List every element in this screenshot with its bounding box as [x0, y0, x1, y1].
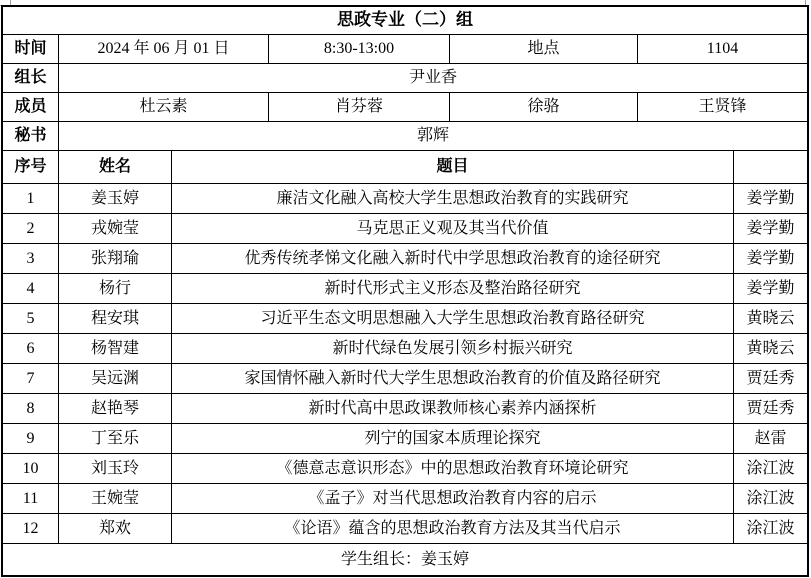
member-name: 肖芬蓉 — [269, 93, 450, 121]
topic-cell: 《论语》蕴含的思想政治教育方法及其当代启示 — [172, 514, 734, 543]
student-name-cell: 吴远渊 — [59, 364, 172, 393]
row-index-cell: 2 — [3, 214, 59, 243]
topic-cell: 马克思正义观及其当代价值 — [172, 214, 734, 243]
row-index-cell: 10 — [3, 454, 59, 483]
time-label: 时间 — [3, 35, 59, 63]
table-row — [3, 304, 807, 334]
advisor-cell: 贾廷秀 — [746, 369, 795, 387]
date-value: 2024 年 06 月 01 日 — [59, 35, 269, 63]
header-name: 姓名 — [59, 151, 172, 183]
topic-cell: 列宁的国家本质理论探究 — [172, 424, 734, 453]
topic-cell: 新时代绿色发展引领乡村振兴研究 — [172, 334, 734, 363]
topic-cell: 新时代高中思政课教师核心素养内涵探析 — [172, 394, 734, 423]
student-name-cell: 刘玉玲 — [59, 454, 172, 483]
table-row — [3, 244, 807, 274]
topic-cell: 廉洁文化融入高校大学生思想政治教育的实践研究 — [172, 184, 734, 213]
members-label: 成员 — [3, 93, 59, 121]
student-name-cell: 丁至乐 — [59, 424, 172, 453]
time-location-row — [3, 35, 807, 64]
student-leader-text: 学生组长：姜玉婷 — [340, 550, 469, 568]
row-index-cell: 9 — [3, 424, 59, 453]
table-row — [3, 424, 807, 454]
members-row — [3, 93, 807, 122]
member-name: 王贤锋 — [698, 98, 747, 116]
header-index: 序号 — [3, 151, 59, 183]
topic-cell: 《德意志意识形态》中的思想政治教育环境论研究 — [172, 454, 734, 483]
advisor-cell: 姜学勤 — [746, 219, 795, 237]
student-name-cell: 杨智建 — [59, 334, 172, 363]
table-row — [3, 454, 807, 484]
page-title: 思政专业（二）组 — [337, 10, 473, 30]
location-value: 1104 — [706, 40, 739, 58]
advisor-cell: 姜学勤 — [746, 249, 795, 267]
row-index-cell: 12 — [3, 514, 59, 543]
leader-label: 组长 — [3, 64, 59, 92]
row-index-cell: 6 — [3, 334, 59, 363]
row-index-cell: 11 — [3, 484, 59, 513]
secretary-label: 秘书 — [3, 122, 59, 150]
student-name-cell: 姜玉婷 — [59, 184, 172, 213]
time-range-value: 8:30-13:00 — [269, 35, 450, 63]
location-label: 地点 — [450, 35, 638, 63]
row-index-cell: 7 — [3, 364, 59, 393]
member-name: 杜云素 — [59, 93, 269, 121]
topic-cell: 习近平生态文明思想融入大学生思想政治教育路径研究 — [172, 304, 734, 333]
leader-row — [3, 64, 807, 93]
student-name-cell: 杨行 — [59, 274, 172, 303]
advisor-cell: 涂江波 — [746, 519, 795, 537]
table-row — [3, 484, 807, 514]
defense-schedule-table — [1, 5, 809, 577]
student-name-cell: 赵艳琴 — [59, 394, 172, 423]
table-row — [3, 214, 807, 244]
student-name-cell: 郑欢 — [59, 514, 172, 543]
topic-cell: 家国情怀融入新时代大学生思想政治教育的价值及路径研究 — [172, 364, 734, 393]
topic-cell: 优秀传统孝悌文化融入新时代中学思想政治教育的途径研究 — [172, 244, 734, 273]
column-header-row — [3, 151, 807, 184]
header-topic: 题目 — [172, 151, 734, 183]
advisor-cell: 姜学勤 — [746, 279, 795, 297]
advisor-cell: 涂江波 — [746, 489, 795, 507]
table-row — [3, 274, 807, 304]
row-index-cell: 3 — [3, 244, 59, 273]
student-name-cell: 张翔瑜 — [59, 244, 172, 273]
student-name-cell: 王婉莹 — [59, 484, 172, 513]
advisor-cell: 姜学勤 — [746, 189, 795, 207]
table-row — [3, 184, 807, 214]
member-name: 徐骆 — [450, 93, 638, 121]
secretary-row — [3, 122, 807, 151]
row-index-cell: 1 — [3, 184, 59, 213]
advisor-cell: 黄晓云 — [746, 339, 795, 357]
table-row — [3, 334, 807, 364]
student-name-cell: 戎婉莹 — [59, 214, 172, 243]
row-index-cell: 5 — [3, 304, 59, 333]
header-advisor — [734, 151, 807, 183]
title-row — [3, 7, 807, 35]
table-row — [3, 514, 807, 544]
table-row — [3, 394, 807, 424]
topic-cell: 《孟子》对当代思想政治教育内容的启示 — [172, 484, 734, 513]
student-name-cell: 程安琪 — [59, 304, 172, 333]
leader-value: 尹业香 — [408, 69, 457, 87]
row-index-cell: 4 — [3, 274, 59, 303]
advisor-cell: 涂江波 — [746, 459, 795, 477]
topic-cell: 新时代形式主义形态及整治路径研究 — [172, 274, 734, 303]
row-index-cell: 8 — [3, 394, 59, 423]
secretary-value: 郭辉 — [416, 127, 449, 145]
student-leader-row — [3, 544, 807, 575]
advisor-cell: 黄晓云 — [746, 309, 795, 327]
advisor-cell: 贾廷秀 — [746, 399, 795, 417]
advisor-cell: 赵雷 — [754, 429, 787, 447]
table-row — [3, 364, 807, 394]
